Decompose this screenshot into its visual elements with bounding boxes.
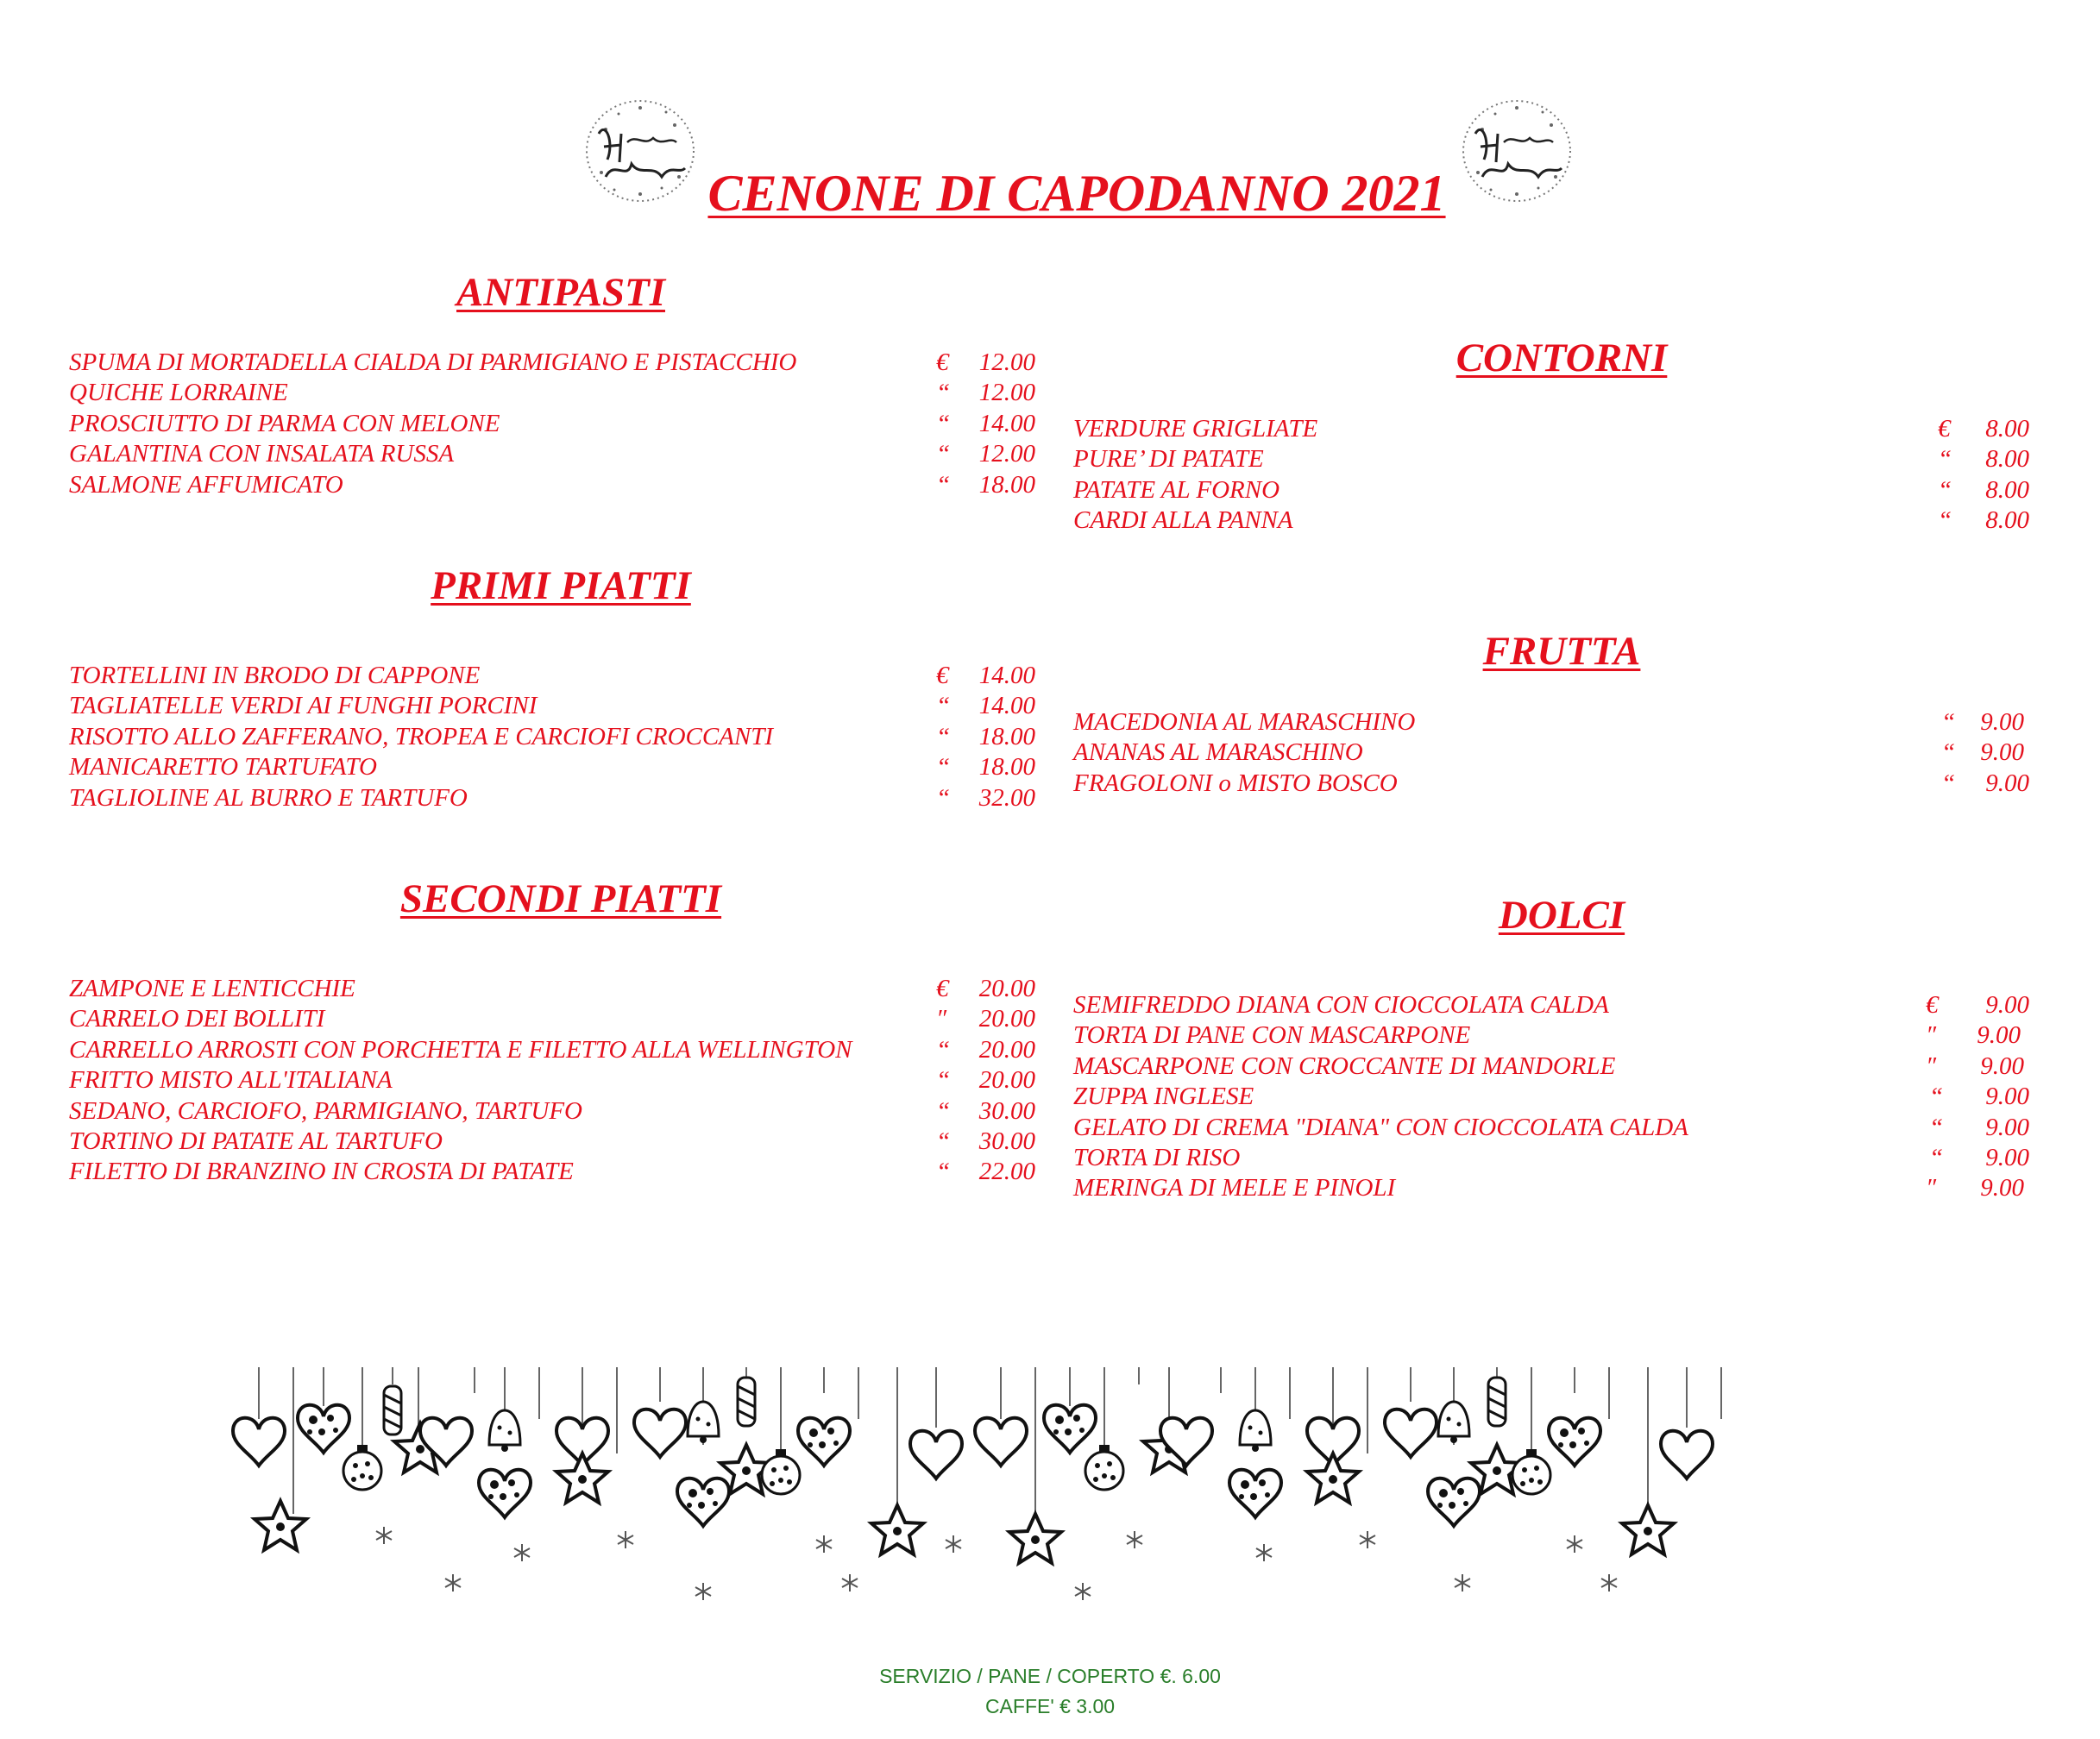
menu-item-price: 8.00 xyxy=(1985,475,2029,504)
menu-item-currency: “ xyxy=(1938,475,1952,504)
menu-item-currency: “ xyxy=(936,409,951,437)
menu-item xyxy=(1073,1143,2031,1173)
menu-item-currency: ″ xyxy=(936,1005,947,1033)
menu-item xyxy=(69,783,1035,813)
section-title-contorni: CONTORNI xyxy=(1456,336,1668,380)
menu-item-name: ANANAS AL MARASCHINO xyxy=(1073,738,1363,767)
menu-item-name: SPUMA DI MORTADELLA CIALDA DI PARMIGIANO E PISTACCHIO xyxy=(69,348,797,376)
menu-item-price: 20.00 xyxy=(978,1005,1035,1033)
menu-item-name: MERINGA DI MELE E PINOLI xyxy=(1073,1174,1396,1202)
menu-item-currency: ″ xyxy=(1926,1052,1937,1080)
section-items-frutta xyxy=(1073,707,2031,799)
menu-item-price: 9.00 xyxy=(1980,1174,2024,1202)
section-items-dolci xyxy=(1073,990,2031,1204)
menu-item-name: QUICHE LORRAINE xyxy=(69,379,288,407)
menu-item-currency: “ xyxy=(1929,1113,1944,1141)
menu-item-currency: “ xyxy=(936,753,951,782)
menu-item-currency: ″ xyxy=(1926,1174,1937,1202)
menu-item-price: 9.00 xyxy=(1985,769,2029,797)
menu-item xyxy=(69,470,1035,500)
page-title: CENONE DI CAPODANNO 2021 xyxy=(707,165,1446,222)
menu-item-name: TORTA DI PANE CON MASCARPONE xyxy=(1073,1021,1471,1050)
menu-item-name: TORTINO DI PATATE AL TARTUFO xyxy=(69,1127,443,1155)
menu-item-currency: “ xyxy=(936,783,951,812)
menu-item-price: 12.00 xyxy=(978,440,1035,468)
menu-item xyxy=(1073,444,2031,474)
menu-item xyxy=(69,439,1035,469)
happy-new-year-badge-icon xyxy=(580,95,701,207)
menu-item-name: CARRELLO ARROSTI CON PORCHETTA E FILETTO ALLA WELLINGTON xyxy=(69,1035,852,1064)
christmas-ornaments-garland-icon xyxy=(220,1367,1885,1613)
menu-item xyxy=(1073,769,2031,799)
menu-item xyxy=(69,378,1035,408)
menu-item-name: FILETTO DI BRANZINO IN CROSTA DI PATATE xyxy=(69,1158,574,1186)
section-title-primi: PRIMI PIATTI xyxy=(431,563,691,608)
menu-item xyxy=(69,661,1035,691)
menu-item-price: 9.00 xyxy=(1977,1021,2021,1050)
menu-item-price: 22.00 xyxy=(978,1158,1035,1186)
menu-item-price: 32.00 xyxy=(978,783,1035,812)
menu-item-currency: “ xyxy=(1941,708,1956,736)
menu-item-price: 9.00 xyxy=(1980,738,2024,767)
footer-coffee-price: CAFFE' € 3.00 xyxy=(984,1695,1116,1717)
menu-item-price: 9.00 xyxy=(1985,991,2029,1019)
menu-item-name: PROSCIUTTO DI PARMA CON MELONE xyxy=(69,409,500,437)
menu-item-currency: “ xyxy=(936,1035,951,1064)
menu-item-name: GALANTINA CON INSALATA RUSSA xyxy=(69,440,455,468)
menu-item-name: GELATO DI CREMA "DIANA" CON CIOCCOLATA CALDA xyxy=(1073,1113,1688,1141)
menu-item-name: TORTELLINI IN BRODO DI CAPPONE xyxy=(69,662,481,689)
menu-item xyxy=(69,691,1035,721)
section-items-contorni xyxy=(1073,414,2031,537)
section-items-antipasti xyxy=(69,348,1035,500)
menu-item-name: MASCARPONE CON CROCCANTE DI MANDORLE xyxy=(1073,1052,1616,1080)
menu-item-name: MANICARETTO TARTUFATO xyxy=(69,753,377,782)
menu-item-name: FRITTO MISTO ALL'ITALIANA xyxy=(69,1066,393,1095)
menu-item-name: ZUPPA INGLESE xyxy=(1073,1083,1254,1111)
menu-item xyxy=(69,409,1035,439)
menu-item-price: 20.00 xyxy=(978,1035,1035,1064)
menu-item-currency: “ xyxy=(936,440,951,468)
menu-item-name: ZAMPONE E LENTICCHIE xyxy=(69,975,355,1002)
menu-item-currency: “ xyxy=(936,1158,951,1186)
menu-item-currency: € xyxy=(936,975,949,1002)
menu-item xyxy=(1073,738,2031,768)
menu-item xyxy=(69,1127,1035,1157)
section-items-primi xyxy=(69,661,1035,813)
menu-item-price: 30.00 xyxy=(978,1127,1035,1155)
section-title-dolci: DOLCI xyxy=(1498,893,1625,938)
menu-item-price: 14.00 xyxy=(978,662,1035,689)
menu-item-currency: € xyxy=(1926,991,1939,1019)
menu-item-name: CARRELO DEI BOLLITI xyxy=(69,1005,325,1033)
happy-new-year-badge-icon xyxy=(1456,95,1577,207)
menu-item xyxy=(69,974,1035,1004)
menu-item-name: RISOTTO ALLO ZAFFERANO, TROPEA E CARCIOFI CROCCANTI xyxy=(69,722,774,750)
menu-item-price: 18.00 xyxy=(978,753,1035,782)
section-title-antipasti: ANTIPASTI xyxy=(456,270,665,315)
menu-item-price: 20.00 xyxy=(978,1066,1035,1095)
menu-item-price: 9.00 xyxy=(1980,1052,2024,1080)
menu-item-currency: “ xyxy=(1929,1143,1944,1171)
menu-item-currency: ″ xyxy=(1926,1021,1937,1050)
menu-item-name: TORTA DI RISO xyxy=(1073,1143,1241,1171)
menu-item-currency: “ xyxy=(1941,738,1956,767)
menu-item-price: 14.00 xyxy=(978,409,1035,437)
menu-item-price: 18.00 xyxy=(978,722,1035,750)
menu-item-name: PATATE AL FORNO xyxy=(1073,475,1280,504)
menu-item-name: SEMIFREDDO DIANA CON CIOCCOLATA CALDA xyxy=(1073,991,1609,1019)
menu-item-price: 9.00 xyxy=(1985,1143,2029,1171)
menu-item-name: SALMONE AFFUMICATO xyxy=(69,470,343,499)
menu-item xyxy=(69,722,1035,752)
menu-item-currency: “ xyxy=(1929,1083,1944,1111)
menu-item-currency: € xyxy=(936,662,949,689)
menu-item-currency: € xyxy=(1938,415,1951,443)
menu-item-currency: “ xyxy=(936,470,951,499)
menu-item-currency: € xyxy=(936,348,949,376)
menu-item xyxy=(69,1157,1035,1187)
menu-item xyxy=(1073,475,2031,505)
menu-item-name: TAGLIATELLE VERDI AI FUNGHI PORCINI xyxy=(69,692,538,720)
menu-item-currency: “ xyxy=(1938,445,1952,474)
menu-item-name: MACEDONIA AL MARASCHINO xyxy=(1073,708,1416,736)
menu-item-name: PURE’ DI PATATE xyxy=(1073,445,1264,474)
menu-item-name: VERDURE GRIGLIATE xyxy=(1073,415,1318,443)
footer-service-charge: SERVIZIO / PANE / COPERTO €. 6.00 xyxy=(879,1665,1221,1687)
menu-item-price: 12.00 xyxy=(978,379,1035,407)
menu-item xyxy=(1073,505,2031,536)
menu-item-currency: “ xyxy=(1941,769,1956,797)
menu-item-price: 20.00 xyxy=(978,975,1035,1002)
menu-item xyxy=(69,1035,1035,1065)
menu-item-price: 9.00 xyxy=(1985,1113,2029,1141)
menu-item xyxy=(1073,1082,2031,1112)
menu-item xyxy=(1073,1113,2031,1143)
menu-item xyxy=(1073,1173,2031,1203)
menu-item xyxy=(1073,707,2031,738)
menu-item-currency: “ xyxy=(936,722,951,750)
menu-item-name: TAGLIOLINE AL BURRO E TARTUFO xyxy=(69,783,468,812)
menu-item xyxy=(1073,1020,2031,1051)
menu-item-price: 9.00 xyxy=(1985,1083,2029,1111)
menu-item xyxy=(69,1096,1035,1127)
menu-item-price: 8.00 xyxy=(1985,445,2029,474)
menu-item-price: 9.00 xyxy=(1980,708,2024,736)
menu-item xyxy=(69,1004,1035,1034)
menu-item-price: 8.00 xyxy=(1985,506,2029,535)
menu-item-price: 12.00 xyxy=(978,348,1035,376)
menu-item-price: 18.00 xyxy=(978,470,1035,499)
menu-item-currency: “ xyxy=(936,692,951,720)
menu-item-currency: “ xyxy=(936,379,951,407)
menu-item xyxy=(1073,990,2031,1020)
menu-item xyxy=(69,348,1035,378)
menu-item-price: 30.00 xyxy=(978,1096,1035,1125)
menu-item-currency: “ xyxy=(936,1096,951,1125)
menu-item-price: 8.00 xyxy=(1985,415,2029,443)
menu-item xyxy=(1073,1052,2031,1082)
section-title-frutta: FRUTTA xyxy=(1482,629,1641,674)
menu-item-name: SEDANO, CARCIOFO, PARMIGIANO, TARTUFO xyxy=(69,1096,582,1125)
menu-item-name: CARDI ALLA PANNA xyxy=(1073,506,1293,535)
menu-item xyxy=(69,1065,1035,1096)
menu-item xyxy=(1073,414,2031,444)
menu-item-currency: “ xyxy=(936,1127,951,1155)
menu-item-name: FRAGOLONI o MISTO BOSCO xyxy=(1073,769,1398,797)
section-title-secondi: SECONDI PIATTI xyxy=(399,876,722,921)
menu-item-currency: “ xyxy=(936,1066,951,1095)
section-items-secondi xyxy=(69,974,1035,1188)
menu-item-currency: “ xyxy=(1938,506,1952,535)
menu-item xyxy=(69,752,1035,782)
menu-item-price: 14.00 xyxy=(978,692,1035,720)
